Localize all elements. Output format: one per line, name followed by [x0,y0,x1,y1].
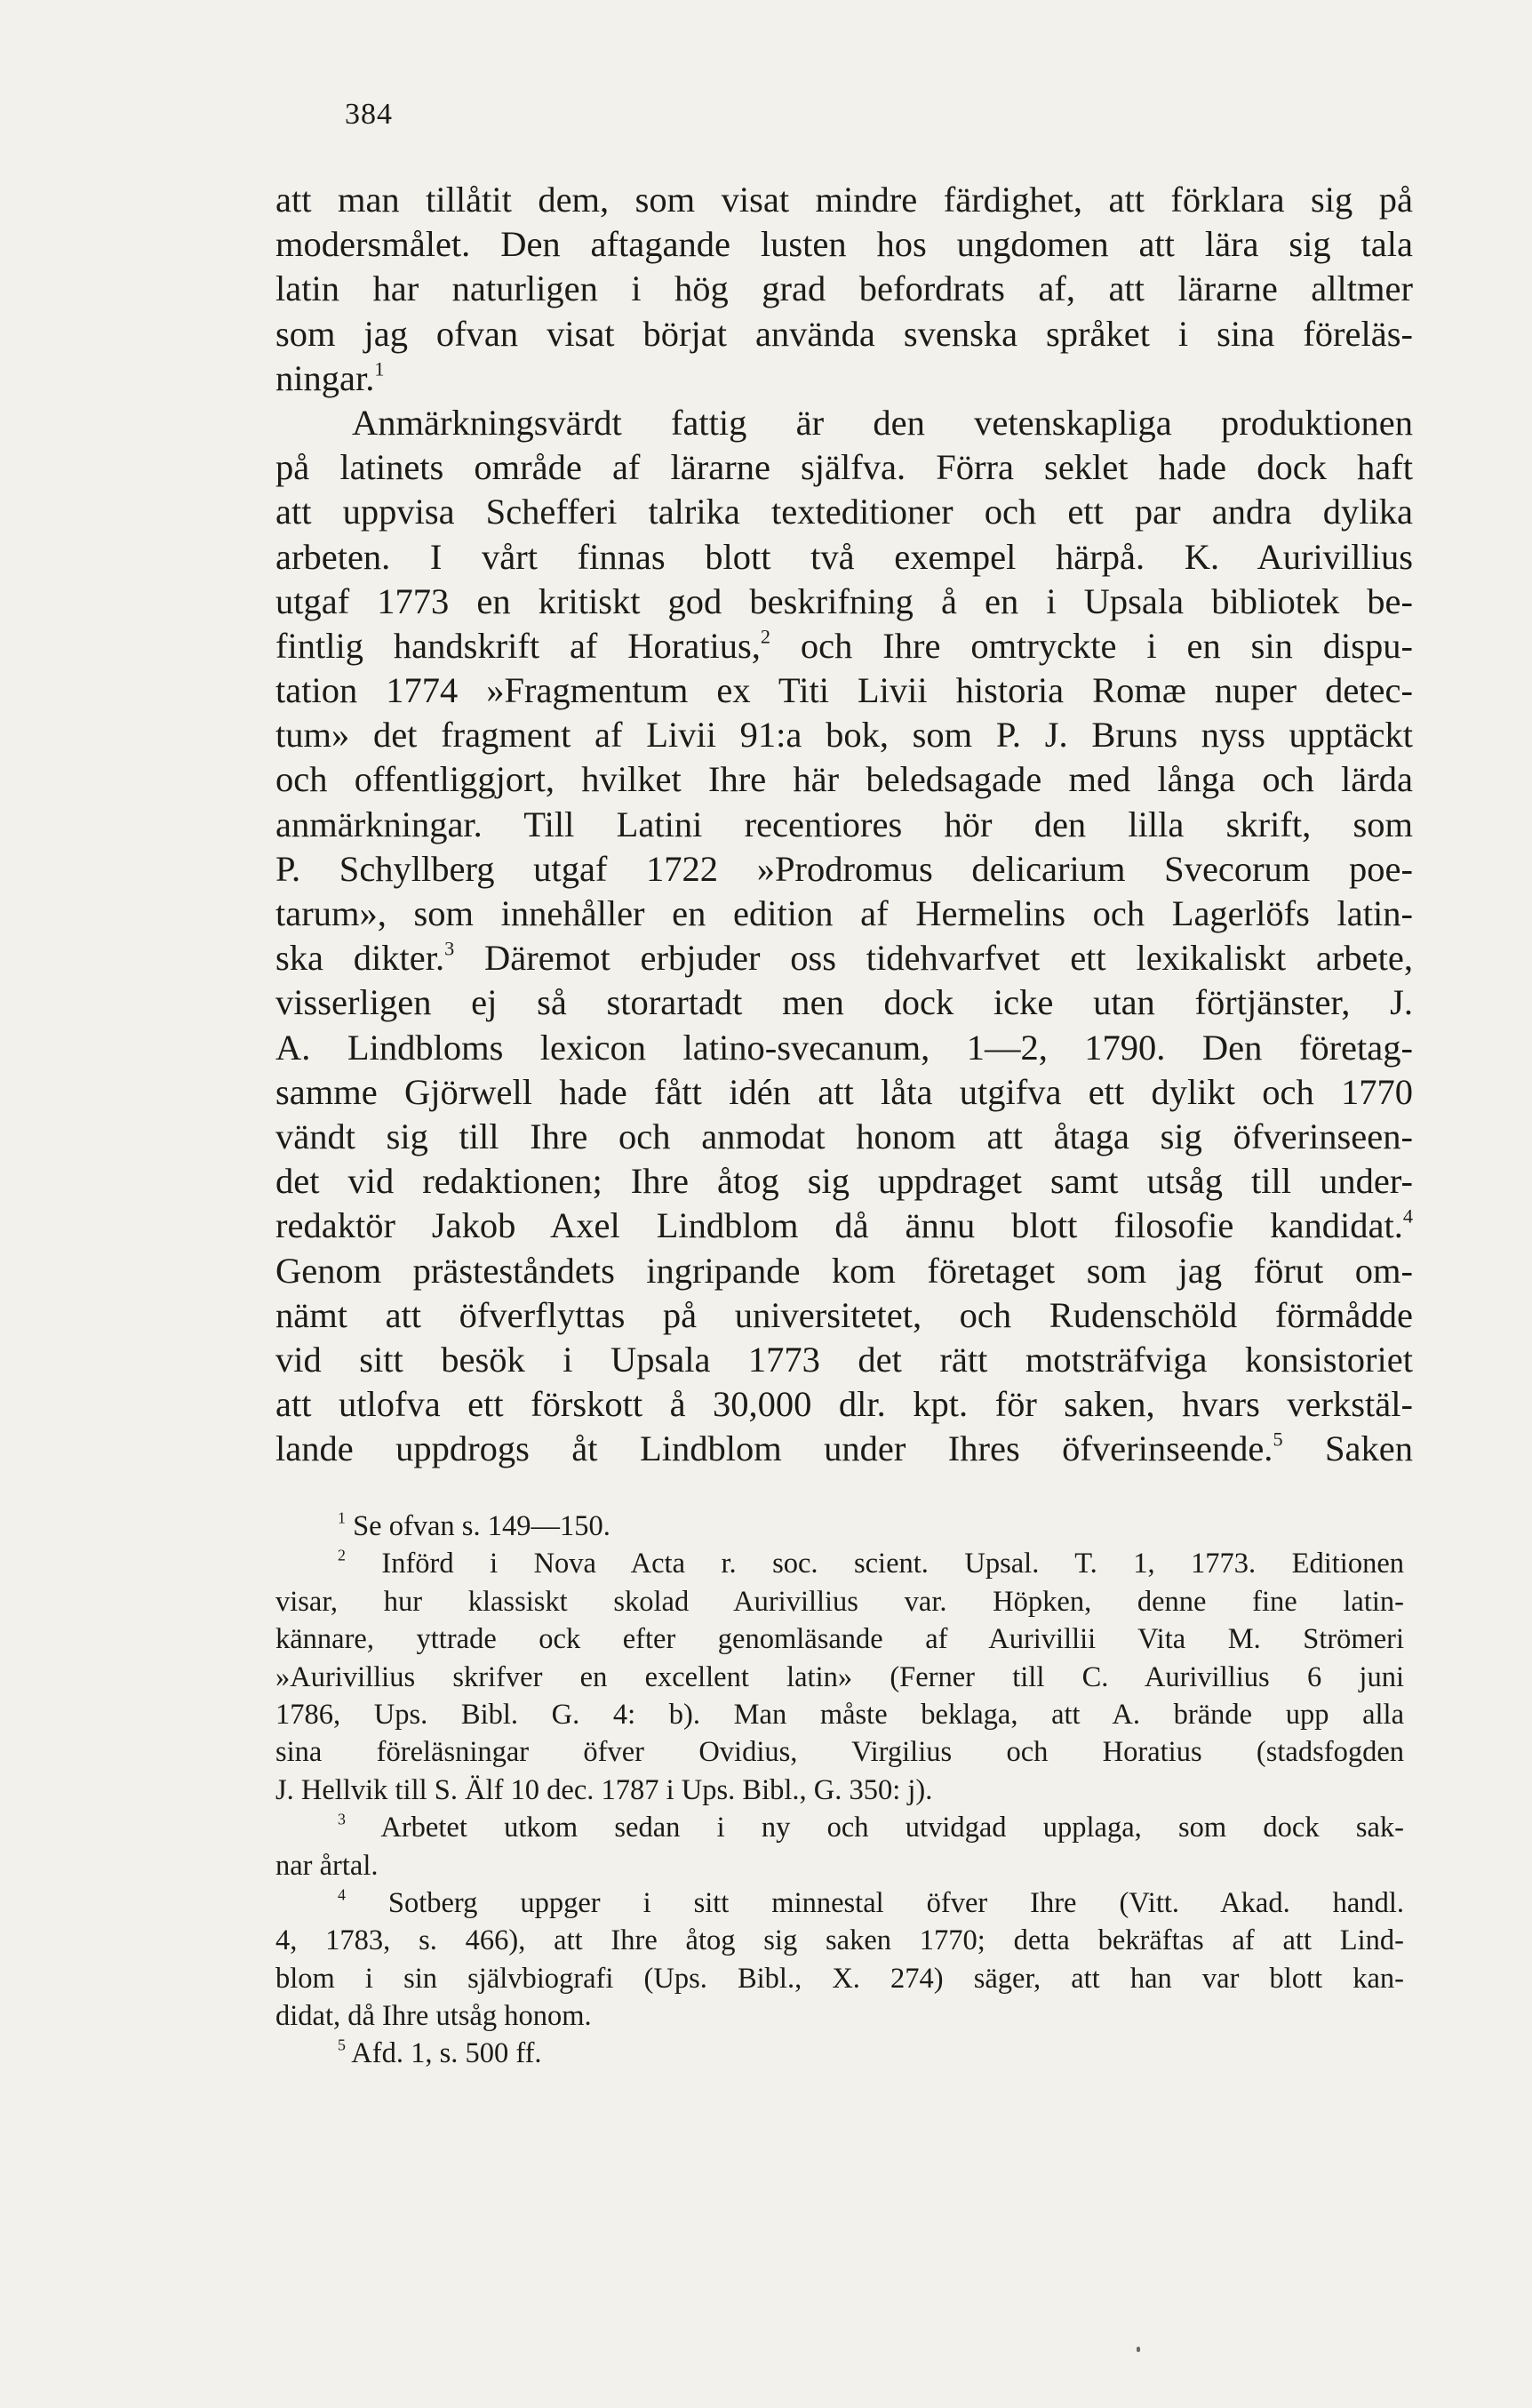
text-line [275,757,1413,802]
text-line [275,1204,1413,1248]
footnote-line [275,2035,1404,2072]
line-text: Sotberg uppger i sitt minnestal öfver Ihre (Vitt. Akad. handl. [387,1886,1404,1919]
text-line [275,1293,1413,1338]
line-text: visserligen ej så storartadt men dock icke utan förtjänster, J. [275,982,1413,1023]
footnote-line [275,1960,1404,1997]
footnote-line [275,1545,1404,1582]
text-line [275,1070,1413,1115]
text-line [275,1159,1413,1204]
footnote-line [275,1997,1404,2035]
footnote-marker: 4 [338,1885,346,1904]
text-line [275,1382,1413,1427]
footnote-reference: 5 [1273,1428,1283,1451]
text-line [275,1115,1413,1159]
line-text: sina föreläsningar öfver Ovidius, Virgilius och Horatius (stadsfogden [275,1736,1404,1769]
footnote-line [275,1583,1404,1620]
footnote-reference: 1 [374,357,385,380]
text-line [275,624,1413,668]
footnote-line [275,1508,1404,1545]
text-line [275,401,1413,445]
line-text: 1786, Ups. Bibl. G. 4: b). Man måste beklaga, att A. brände upp alla [275,1698,1404,1731]
text-line [275,1427,1413,1471]
line-text: tation 1774 »Fragmentum ex Titi Livii historia Romæ nuper detec- [275,670,1413,711]
text-line [275,803,1413,847]
line-text: tum» det fragment af Livii 91:a bok, som P. J. Bruns nyss upptäckt [275,715,1413,756]
line-text-continued: Saken [1282,1428,1413,1469]
footnote-line [275,1772,1404,1809]
line-text: som jag ofvan visat börjat använda svenska språket i sina föreläs- [275,313,1413,354]
line-text: det vid redaktionen; Ihre åtog sig uppdraget samt utsåg till under- [275,1161,1413,1202]
line-text: Se ofvan s. 149—150. [353,1510,610,1542]
text-line [275,312,1413,356]
text-line [275,847,1413,892]
footnote-marker: 2 [338,1546,346,1564]
line-text: Införd i Nova Acta r. soc. scient. Upsal. T. 1, 1773. Editionen [381,1548,1405,1580]
line-text: att man tillåtit dem, som visat mindre färdighet, att förklara sig på [275,180,1413,220]
text-line [275,222,1413,267]
footnote-line [275,1620,1404,1658]
line-text: och offentliggjort, hvilket Ihre här beledsagade med långa och lärda [275,759,1413,800]
line-text: vändt sig till Ihre och anmodat honom att åtaga sig öfverinseen- [275,1116,1413,1156]
body-text [275,178,1413,1471]
line-text: nämt att öfverflyttas på universitetet, och Rudenschöld förmådde [275,1294,1413,1335]
line-text: vid sitt besök i Upsala 1773 det rätt motsträfviga konsistoriet [275,1339,1413,1380]
text-line [275,267,1413,311]
footnote-marker: 3 [338,1810,346,1828]
line-text: »Aurivillius skrifver en excellent latin» (Ferner till C. Aurivillius 6 juni [275,1660,1404,1693]
text-line [275,668,1413,713]
line-text: tarum», som innehåller en edition af Hermelins och Lagerlöfs latin- [275,893,1413,933]
footnote-line [275,1847,1404,1884]
line-text: A. Lindbloms lexicon latino-svecanum, 1—2, 1790. Den företag- [275,1027,1413,1068]
footnote-line [275,1696,1404,1733]
text-line [275,936,1413,980]
speck-mark [1137,2347,1140,2352]
footnote-reference: 3 [444,937,455,960]
line-text: latin har naturligen i hög grad befordrats af, att lärarne alltmer [275,268,1413,309]
text-line [275,445,1413,490]
line-text: 4, 1783, s. 466), att Ihre åtog sig saken 1770; detta bekräftas af att Lind- [275,1924,1404,1957]
line-text: ningar. [275,357,375,398]
line-text: redaktör Jakob Axel Lindblom då ännu blott filosofie kandidat. [275,1205,1403,1246]
footnote-reference: 4 [1402,1204,1413,1228]
line-text: modersmålet. Den aftagande lusten hos ungdomen att lära sig tala [275,224,1413,265]
line-text: didat, då Ihre utsåg honom. [275,2000,592,2033]
text-line [275,580,1413,624]
footnote-line [275,1884,1404,1922]
footnote-line [275,1809,1404,1846]
line-text: på latinets område af lärarne själfva. Förra seklet hade dock haft [275,447,1413,488]
line-text: fintlig handskrift af Horatius, [275,625,761,666]
line-text: arbeten. I vårt finnas blott två exempel härpå. K. Aurivillius [275,536,1413,577]
footnote-reference: 2 [760,625,771,648]
text-line [275,980,1413,1025]
text-line [275,356,1413,401]
footnote-line [275,1922,1404,1959]
line-text: utgaf 1773 en kritiskt god beskrifning å en i Upsala bibliotek be- [275,580,1413,621]
line-text: Afd. 1, s. 500 ff. [351,2037,542,2070]
text-line [275,535,1413,580]
line-text: visar, hur klassiskt skolad Aurivillius var. Höpken, denne fine latin- [275,1585,1404,1618]
line-text: P. Schyllberg utgaf 1722 »Prodromus delicarium Svecorum poe- [275,848,1413,889]
line-text: Arbetet utkom sedan i ny och utvidgad upplaga, som dock sak- [380,1812,1404,1844]
line-text: Genom prästeståndets ingripande kom företaget som jag förut om- [275,1250,1413,1291]
footnote-line [275,1733,1404,1771]
text-line [275,713,1413,757]
text-line [275,490,1413,534]
text-line [275,178,1413,222]
text-line [275,1249,1413,1293]
line-text: anmärkningar. Till Latini recentiores hör den lilla skrift, som [275,804,1413,844]
line-text: kännare, yttrade ock efter genomläsande af Aurivillii Vita M. Strömeri [275,1623,1404,1656]
line-text: att uppvisa Schefferi talrika texteditioner och ett par andra dylika [275,492,1413,532]
line-text-continued: Däremot erbjuder oss tidehvarfvet ett lexikaliskt arbete, [454,938,1413,979]
page-number: 384 [345,98,393,131]
line-text: blom i sin självbiografi (Ups. Bibl., X. 274) säger, att han var blott kan- [275,1962,1404,1995]
line-text: ska dikter. [275,938,445,979]
line-text: nar årtal. [275,1849,379,1882]
text-line [275,1338,1413,1382]
footnote-marker: 1 [338,1508,346,1527]
line-text-continued: och Ihre omtryckte i en sin dispu- [770,625,1413,666]
line-text: samme Gjörwell hade fått idén att låta utgifva ett dylikt och 1770 [275,1071,1413,1112]
line-text: J. Hellvik till S. Älf 10 dec. 1787 i Ups. Bibl., G. 350: j). [275,1773,933,1806]
line-text: att utlofva ett förskott å 30,000 dlr. kpt. för saken, hvars verkstäl- [275,1384,1413,1425]
text-line [275,892,1413,936]
footnote-marker: 5 [338,2036,346,2055]
footnotes [275,1508,1404,2073]
footnote-line [275,1659,1404,1696]
line-text: Anmärkningsvärdt fattig är den vetenskapliga produktionen [352,402,1413,443]
text-line [275,1026,1413,1070]
line-text: lande uppdrogs åt Lindblom under Ihres öfverinseende. [275,1428,1273,1469]
